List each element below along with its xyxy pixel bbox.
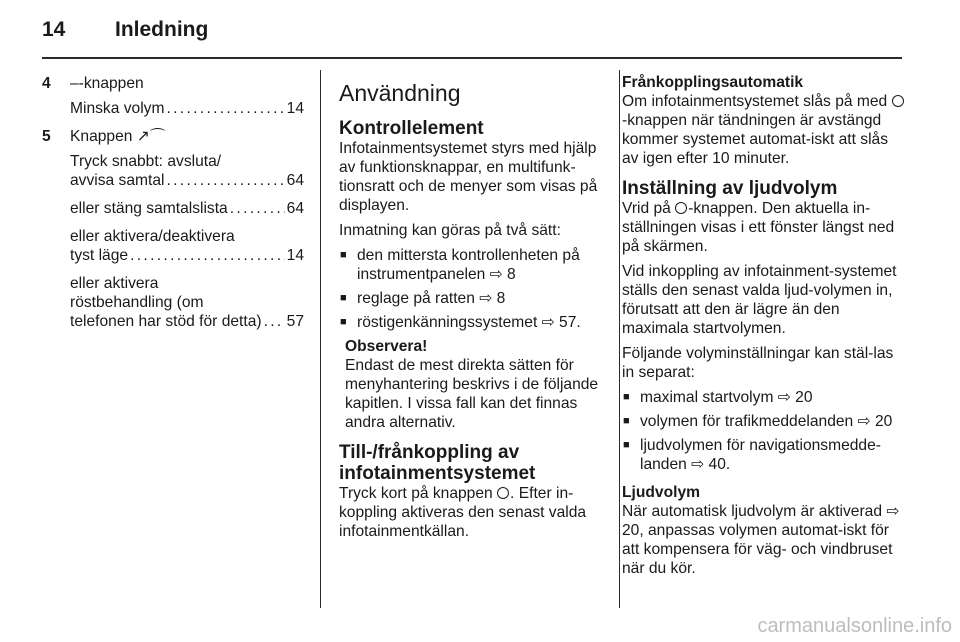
index-entry: [42, 152, 304, 190]
index-entry: [42, 274, 304, 331]
item-4: [42, 74, 304, 93]
entry-text: eller stäng samtalslista: [70, 200, 228, 217]
page-number: 14: [42, 18, 66, 41]
subsection-heading: Frånkopplingsautomatik: [622, 74, 804, 91]
entry-text: Minska volym: [70, 100, 165, 117]
item-5: [42, 127, 304, 146]
paragraph-text: Tryck kort på knappen: [339, 485, 493, 502]
entry-line: eller aktivera/deaktivera: [70, 228, 235, 245]
entry-text: telefonen har stöd för detta): [70, 313, 262, 330]
page-ref[interactable]: 57: [286, 313, 304, 330]
paragraph-text: Vrid på: [622, 200, 671, 217]
index-entry: [42, 199, 304, 218]
bullet-list: [622, 388, 906, 474]
subsection-heading: Inställning av ljudvolym: [622, 178, 838, 199]
paragraph-text: Om infotainmentsystemet slås på med: [622, 93, 888, 110]
index-entry: [42, 227, 304, 265]
leader-dots: [166, 171, 284, 190]
leader-dots: [230, 199, 285, 218]
list-item: ■ maximal startvolym ⇨ 20: [622, 388, 906, 407]
power-knob-icon: [497, 487, 509, 499]
paragraph-text: -knappen. Den aktuella in-ställningen visas i ett fönster längst ned på skärmen.: [622, 200, 895, 255]
column-right: [622, 74, 906, 584]
item-number: 4: [42, 75, 51, 92]
subsection-heading: Kontrollelement: [339, 118, 484, 139]
item-label: –-knappen: [70, 75, 144, 92]
item-label: Knappen ↗⌒: [70, 128, 166, 145]
paragraph: [622, 92, 906, 168]
column-left: [42, 74, 304, 340]
subsection-heading: Till-/frånkoppling av infotainmentsystemet: [339, 442, 536, 484]
leader-dots: [166, 99, 284, 118]
note-text: Endast de mest direkta sätten för menyhantering beskrivs i de följande kapitlen. I vissa fall kan det finnas andra alternativ.: [345, 357, 599, 431]
paragraph: [339, 484, 605, 541]
entry-text: avvisa samtal: [70, 172, 165, 189]
index-entry: [42, 99, 304, 118]
paragraph: Infotainmentsystemet styrs med hjälp av funktionsknappar, en multifunk-tionsratt och de menyer som visas på displayen.: [339, 140, 598, 214]
column-middle: [339, 74, 605, 547]
list-item: ■ den mittersta kontrollenheten på instrumentpanelen ⇨ 8: [339, 246, 605, 284]
page-ref[interactable]: 14: [286, 100, 304, 117]
paragraph-text: . Efter in-koppling aktiveras den senast valda infotainmentkällan.: [339, 485, 587, 540]
note-title: Observera!: [345, 338, 428, 355]
list-item: ■ reglage på ratten ⇨ 8: [339, 289, 605, 308]
paragraph: Följande volyminställningar kan stäl-las in separat:: [622, 345, 894, 381]
power-knob-icon: [892, 95, 904, 107]
page-ref[interactable]: 14: [286, 247, 304, 264]
list-item: ■ ljudvolymen för navigationsmedde-landen ⇨ 40.: [622, 436, 906, 474]
paragraph-text: -knappen när tändningen är avstängd kommer systemet automat-iskt att slås av igen efter 10 minuter.: [622, 112, 889, 167]
note-box: [339, 338, 605, 432]
entry-line: Tryck snabbt: avsluta/: [70, 153, 222, 170]
subsection-heading: Ljudvolym: [622, 484, 700, 501]
paragraph: Vid inkoppling av infotainment-systemet ställs den senast valda ljud-volymen in, förutsatt att den är lägre än den maximala startvolymen.: [622, 263, 897, 337]
item-number: 5: [42, 128, 51, 145]
column-divider-2: [619, 70, 620, 608]
list-item: ■ volymen för trafikmeddelanden ⇨ 20: [622, 412, 906, 431]
bullet-list: [339, 246, 605, 332]
paragraph: Inmatning kan göras på två sätt:: [339, 222, 561, 239]
list-item: ■ röstigenkänningssystemet ⇨ 57.: [339, 313, 605, 332]
page-ref[interactable]: 64: [286, 172, 304, 189]
section-heading: Användning: [339, 80, 461, 106]
header-rule: [42, 57, 902, 59]
column-divider-1: [320, 70, 321, 608]
page-ref[interactable]: 64: [286, 200, 304, 217]
watermark: carmanualsonline.info: [757, 615, 952, 637]
power-knob-icon: [675, 202, 687, 214]
entry-line: eller aktivera: [70, 275, 159, 292]
paragraph: [622, 199, 906, 256]
leader-dots: [130, 246, 285, 265]
entry-text: tyst läge: [70, 247, 129, 264]
leader-dots: [264, 312, 285, 331]
page-title: Inledning: [115, 18, 209, 41]
paragraph: När automatisk ljudvolym är aktiverad ⇨ 20, anpassas volymen automat-iskt för att kompensera för väg- och vindbruset när du kör.: [622, 503, 900, 577]
entry-line: röstbehandling (om: [70, 294, 204, 311]
